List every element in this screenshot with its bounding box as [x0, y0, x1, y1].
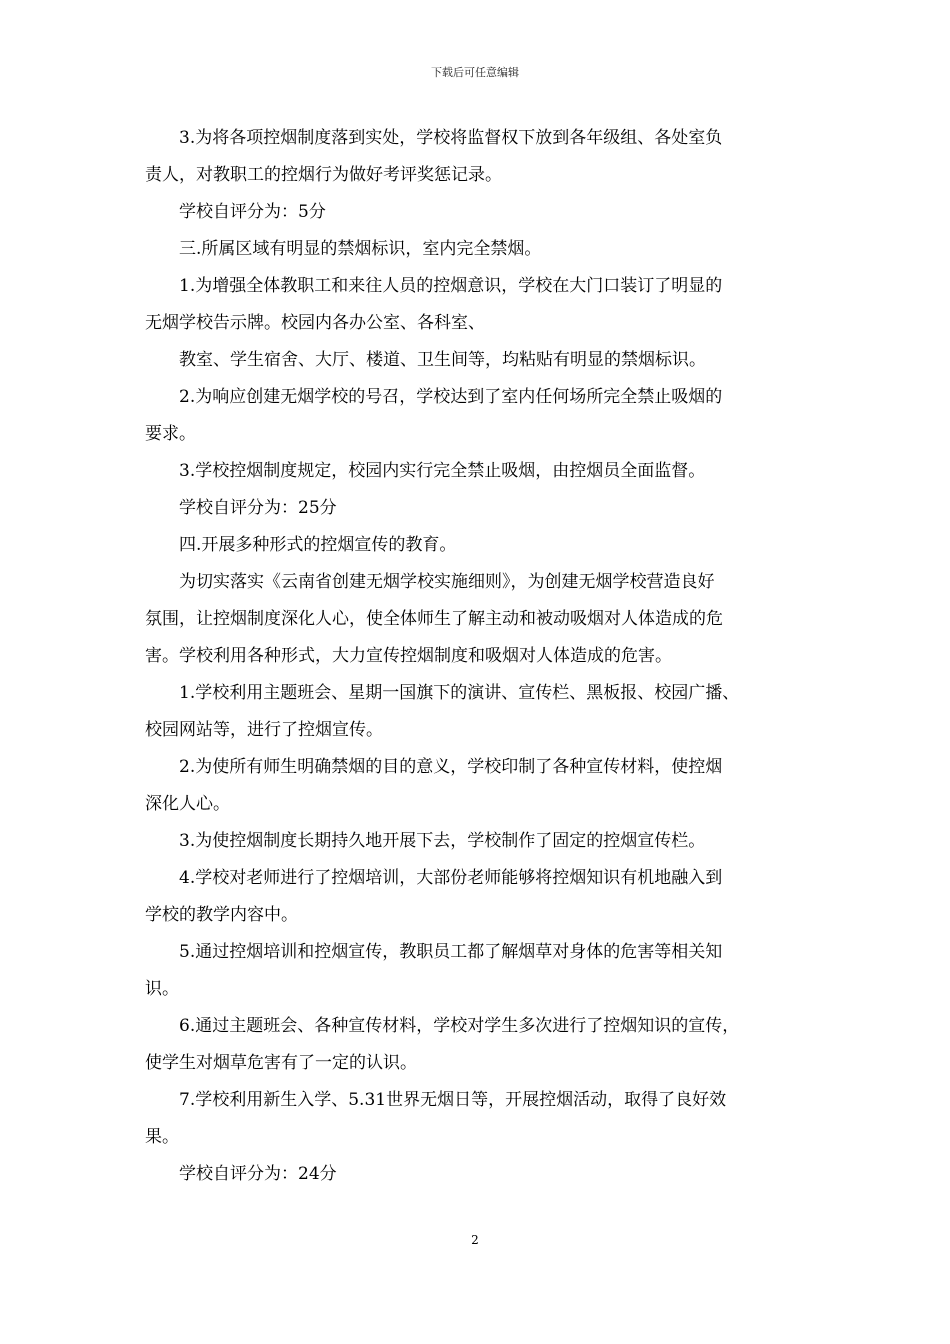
body-line: 学校自评分为：5分: [179, 202, 326, 222]
body-line: 四.开展多种形式的控烟宣传的教育。: [179, 535, 457, 555]
body-line: 无烟学校告示牌。校园内各办公室、各科室、: [145, 313, 485, 333]
body-line: 1.为增强全体教职工和来往人员的控烟意识，学校在大门口装订了明显的: [179, 276, 723, 296]
body-line: 学校的教学内容中。: [145, 905, 298, 925]
body-line: 1.学校利用主题班会、星期一国旗下的演讲、宣传栏、黑板报、校园广播、: [179, 683, 740, 703]
body-line: 识。: [145, 979, 179, 999]
body-line: 学校自评分为：24分: [179, 1164, 337, 1184]
body-line: 校园网站等，进行了控烟宣传。: [145, 720, 383, 740]
body-line: 2.为响应创建无烟学校的号召，学校达到了室内任何场所完全禁止吸烟的: [179, 387, 723, 407]
page-number: 2: [471, 1233, 479, 1247]
body-line: 果。: [145, 1127, 179, 1147]
page-header: 下载后可任意编辑: [431, 66, 519, 79]
body-line: 要求。: [145, 424, 196, 444]
body-line: 深化人心。: [145, 794, 230, 814]
body-line: 6.通过主题班会、各种宣传材料，学校对学生多次进行了控烟知识的宣传，: [179, 1016, 740, 1036]
body-line: 氛围，让控烟制度深化人心，使全体师生了解主动和被动吸烟对人体造成的危: [145, 609, 723, 629]
body-line: 3.为将各项控烟制度落到实处，学校将监督权下放到各年级组、各处室负: [179, 128, 723, 148]
body-line: 教室、学生宿舍、大厅、楼道、卫生间等，均粘贴有明显的禁烟标识。: [179, 350, 706, 370]
body-line: 使学生对烟草危害有了一定的认识。: [145, 1053, 417, 1073]
body-line: 3.学校控烟制度规定，校园内实行完全禁止吸烟，由控烟员全面监督。: [179, 461, 706, 481]
body-line: 学校自评分为：25分: [179, 498, 337, 518]
body-line: 5.通过控烟培训和控烟宣传，教职员工都了解烟草对身体的危害等相关知: [179, 942, 723, 962]
body-line: 为切实落实《云南省创建无烟学校实施细则》，为创建无烟学校营造良好: [179, 572, 715, 592]
body-line: 7.学校利用新生入学、5.31世界无烟日等，开展控烟活动，取得了良好效: [179, 1090, 727, 1110]
body-line: 2.为使所有师生明确禁烟的目的意义，学校印制了各种宣传材料，使控烟: [179, 757, 723, 777]
body-line: 三.所属区域有明显的禁烟标识，室内完全禁烟。: [179, 239, 542, 259]
body-line: 4.学校对老师进行了控烟培训，大部份老师能够将控烟知识有机地融入到: [179, 868, 723, 888]
body-line: 3.为使控烟制度长期持久地开展下去，学校制作了固定的控烟宣传栏。: [179, 831, 706, 851]
document-body: [145, 120, 810, 1193]
body-line: 责人，对教职工的控烟行为做好考评奖惩记录。: [145, 165, 502, 185]
body-line: 害。学校利用各种形式，大力宣传控烟制度和吸烟对人体造成的危害。: [145, 646, 672, 666]
